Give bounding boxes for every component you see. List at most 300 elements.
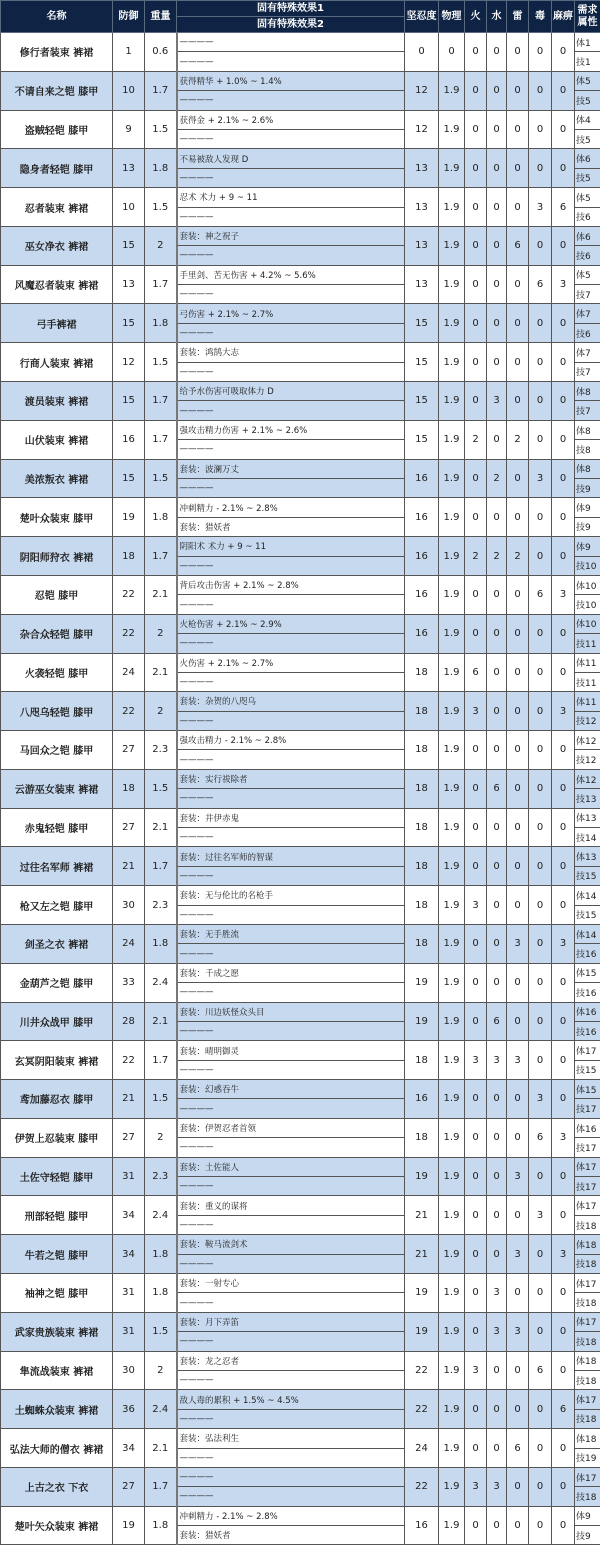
paralysis-value: 0 [552,614,575,653]
requirement-body: 体8 [575,420,600,439]
fire-value: 0 [465,1506,487,1545]
requirement-body: 体10 [575,575,600,594]
poise-value: 12 [405,110,439,149]
weight-value: 1.7 [145,265,177,304]
water-value: 6 [487,769,507,808]
armor-name: 渡员装束 裤裙 [1,382,113,421]
effect1-value: 火枪伤害 + 2.1% ~ 2.9% [177,614,405,633]
defense-value: 22 [113,1041,145,1080]
poison-value: 0 [529,808,552,847]
weight-value: 1.5 [145,188,177,227]
poison-value: 0 [529,1157,552,1196]
requirement-skill: 技16 [575,983,600,1002]
fire-value: 0 [465,614,487,653]
fire-value: 0 [465,924,487,963]
poise-value: 0 [405,33,439,72]
effect2-value: ———— [177,52,405,71]
fire-value: 0 [465,575,487,614]
effect2-value: ———— [177,1409,405,1428]
defense-value: 15 [113,382,145,421]
armor-name: 马回众之铠 膝甲 [1,731,113,770]
armor-name: 剑圣之衣 裤裙 [1,924,113,963]
armor-name: 鸢加藤忍衣 膝甲 [1,1080,113,1119]
table-row [1,1235,600,1254]
requirement-body: 体18 [575,1235,600,1254]
fire-value: 0 [465,459,487,498]
effect1-value: 获得金 + 2.1% ~ 2.6% [177,110,405,129]
thunder-value: 3 [507,1041,529,1080]
paralysis-value: 0 [552,149,575,188]
header-poise: 坚忍度 [405,1,439,33]
thunder-value: 0 [507,769,529,808]
header-physical: 物理 [439,1,465,33]
requirement-skill: 技11 [575,672,600,691]
table-row [1,226,600,245]
poison-value: 0 [529,33,552,72]
poise-value: 15 [405,343,439,382]
defense-value: 36 [113,1390,145,1429]
table-row [1,304,600,323]
fire-value: 0 [465,343,487,382]
physical-value: 1.9 [439,575,465,614]
fire-value: 0 [465,808,487,847]
poison-value: 0 [529,1390,552,1429]
poise-value: 22 [405,1390,439,1429]
requirement-skill: 技13 [575,789,600,808]
defense-value: 22 [113,614,145,653]
effect1-value: 套装：弘法利生 [177,1429,405,1448]
defense-value: 15 [113,459,145,498]
requirement-body: 体5 [575,188,600,207]
effect2-value: ———— [177,1177,405,1196]
effect1-value: 套装：实行祓除者 [177,769,405,788]
table-row [1,537,600,556]
armor-name: 山伏装束 裤裙 [1,420,113,459]
effect2-value: ———— [177,1060,405,1079]
poise-value: 21 [405,1235,439,1274]
defense-value: 22 [113,692,145,731]
fire-value: 0 [465,188,487,227]
table-body [1,33,600,1545]
table-row [1,110,600,129]
requirement-skill: 技7 [575,362,600,381]
weight-value: 1.5 [145,343,177,382]
physical-value: 1.9 [439,1506,465,1545]
table-row [1,924,600,943]
table-row [1,420,600,439]
weight-value: 2.1 [145,808,177,847]
effect2-value: ———— [177,1487,405,1506]
effect2-value: 套装：猎妖者 [177,1526,405,1545]
thunder-value: 0 [507,149,529,188]
poise-value: 15 [405,304,439,343]
paralysis-value: 0 [552,537,575,576]
requirement-body: 体7 [575,343,600,362]
paralysis-value: 0 [552,1312,575,1351]
poison-value: 0 [529,653,552,692]
effect1-value: 强攻击精力 - 2.1% ~ 2.8% [177,731,405,750]
effect1-value: 强攻击精力伤害 + 2.1% ~ 2.6% [177,420,405,439]
table-row [1,1467,600,1486]
armor-name: 伊贺上忍装束 膝甲 [1,1118,113,1157]
effect2-value: ———— [177,983,405,1002]
table-row [1,1157,600,1176]
defense-value: 16 [113,420,145,459]
defense-value: 27 [113,1118,145,1157]
poison-value: 0 [529,71,552,110]
table-row [1,265,600,284]
water-value: 0 [487,420,507,459]
requirement-skill: 技18 [575,1332,600,1351]
requirement-body: 体9 [575,537,600,556]
physical-value: 1.9 [439,1390,465,1429]
requirement-skill: 技7 [575,401,600,420]
effect2-value: ———— [177,556,405,575]
fire-value: 0 [465,304,487,343]
defense-value: 12 [113,343,145,382]
effect2-value: ———— [177,711,405,730]
fire-value: 0 [465,1118,487,1157]
requirement-body: 体5 [575,265,600,284]
poise-value: 18 [405,924,439,963]
header-fire: 火 [465,1,487,33]
paralysis-value: 0 [552,731,575,770]
poise-value: 16 [405,498,439,537]
armor-name: 袖神之铠 膝甲 [1,1274,113,1313]
effect2-value: ———— [177,401,405,420]
water-value: 0 [487,731,507,770]
requirement-body: 体15 [575,1080,600,1099]
poise-value: 16 [405,1080,439,1119]
fire-value: 0 [465,265,487,304]
thunder-value: 3 [507,924,529,963]
defense-value: 27 [113,1467,145,1506]
thunder-value: 0 [507,1002,529,1041]
poise-value: 15 [405,420,439,459]
poison-value: 0 [529,382,552,421]
water-value: 0 [487,1429,507,1468]
effect2-value: ———— [177,440,405,459]
poison-value: 0 [529,1312,552,1351]
poise-value: 13 [405,226,439,265]
armor-name: 川井众战甲 膝甲 [1,1002,113,1041]
water-value: 3 [487,1274,507,1313]
fire-value: 0 [465,1196,487,1235]
effect2-value: ———— [177,1138,405,1157]
fire-value: 0 [465,71,487,110]
thunder-value: 3 [507,1235,529,1274]
fire-value: 0 [465,1080,487,1119]
poison-value: 3 [529,1080,552,1119]
fire-value: 0 [465,1312,487,1351]
armor-name: 金葫芦之铠 膝甲 [1,963,113,1002]
defense-value: 30 [113,886,145,925]
physical-value: 1.9 [439,614,465,653]
fire-value: 3 [465,1351,487,1390]
weight-value: 2.3 [145,731,177,770]
effect2-value: ———— [177,1370,405,1389]
requirement-skill: 技18 [575,1293,600,1312]
requirement-body: 体13 [575,808,600,827]
requirement-skill: 技7 [575,285,600,304]
armor-name: 美浓叛衣 裤裙 [1,459,113,498]
paralysis-value: 3 [552,1118,575,1157]
requirement-skill: 技14 [575,828,600,847]
physical-value: 1.9 [439,1041,465,1080]
defense-value: 24 [113,653,145,692]
requirement-skill: 技11 [575,634,600,653]
defense-value: 34 [113,1235,145,1274]
effect2-value: ———— [177,1448,405,1467]
thunder-value: 0 [507,614,529,653]
effect1-value: 套装：过往名军师的智谋 [177,847,405,866]
defense-value: 31 [113,1312,145,1351]
water-value: 0 [487,808,507,847]
weight-value: 1.8 [145,1506,177,1545]
poison-value: 0 [529,1467,552,1506]
poise-value: 16 [405,459,439,498]
physical-value: 1.9 [439,110,465,149]
poise-value: 18 [405,1041,439,1080]
defense-value: 18 [113,769,145,808]
table-row [1,188,600,207]
water-value: 2 [487,459,507,498]
thunder-value: 0 [507,1351,529,1390]
armor-name: 上古之衣 下衣 [1,1467,113,1506]
thunder-value: 0 [507,265,529,304]
water-value: 0 [487,886,507,925]
effect1-value: ———— [177,1467,405,1486]
header-weight: 重量 [145,1,177,33]
poison-value: 0 [529,1235,552,1274]
thunder-value: 0 [507,1467,529,1506]
physical-value: 1.9 [439,1235,465,1274]
poison-value: 3 [529,188,552,227]
requirement-body: 体17 [575,1312,600,1331]
physical-value: 1.9 [439,963,465,1002]
physical-value: 0 [439,33,465,72]
effect1-value: 套装：无手胜流 [177,924,405,943]
requirement-body: 体7 [575,304,600,323]
table-row [1,1080,600,1099]
weight-value: 1.8 [145,304,177,343]
poise-value: 16 [405,1506,439,1545]
table-row [1,1429,600,1448]
defense-value: 18 [113,537,145,576]
armor-name: 隼流战装束 裤裙 [1,1351,113,1390]
thunder-value: 0 [507,731,529,770]
defense-value: 1 [113,33,145,72]
fire-value: 2 [465,420,487,459]
fire-value: 0 [465,382,487,421]
effect2-value: ———— [177,789,405,808]
physical-value: 1.9 [439,265,465,304]
thunder-value: 0 [507,459,529,498]
fire-value: 3 [465,1041,487,1080]
thunder-value: 0 [507,808,529,847]
poison-value: 6 [529,265,552,304]
weight-value: 1.7 [145,847,177,886]
effect2-value: ———— [177,91,405,110]
requirement-skill: 技17 [575,1177,600,1196]
requirement-body: 体11 [575,692,600,711]
paralysis-value: 0 [552,1041,575,1080]
poison-value: 0 [529,1002,552,1041]
poise-value: 16 [405,537,439,576]
effect1-value: 套装：幻惑吞牛 [177,1080,405,1099]
water-value: 0 [487,188,507,227]
paralysis-value: 3 [552,692,575,731]
physical-value: 1.9 [439,1312,465,1351]
thunder-value: 2 [507,420,529,459]
physical-value: 1.9 [439,304,465,343]
table-row [1,847,600,866]
physical-value: 1.9 [439,924,465,963]
table-row [1,731,600,750]
requirement-skill: 技15 [575,866,600,885]
paralysis-value: 0 [552,382,575,421]
requirement-skill: 技18 [575,1409,600,1428]
water-value: 3 [487,1041,507,1080]
water-value: 0 [487,1235,507,1274]
poise-value: 22 [405,1467,439,1506]
effect2-value: 套装：猎妖者 [177,517,405,536]
weight-value: 1.7 [145,1041,177,1080]
armor-name: 云游巫女装束 裤裙 [1,769,113,808]
requirement-body: 体17 [575,1467,600,1486]
defense-value: 30 [113,1351,145,1390]
defense-value: 24 [113,924,145,963]
paralysis-value: 0 [552,498,575,537]
requirement-body: 体17 [575,1196,600,1215]
poise-value: 16 [405,575,439,614]
effect2-value: ———— [177,129,405,148]
requirement-skill: 技19 [575,1448,600,1467]
effect1-value: 套装：伊贺忍者首领 [177,1118,405,1137]
effect1-value: 套装：千成之愿 [177,963,405,982]
armor-name: 赤鬼轻铠 膝甲 [1,808,113,847]
poise-value: 18 [405,653,439,692]
table-row [1,149,600,168]
poison-value: 0 [529,1041,552,1080]
physical-value: 1.9 [439,149,465,188]
table-row [1,692,600,711]
weight-value: 1.5 [145,769,177,808]
effect1-value: 套装：无与伦比的名枪手 [177,886,405,905]
poison-value: 0 [529,110,552,149]
weight-value: 2 [145,226,177,265]
poise-value: 18 [405,847,439,886]
requirement-skill: 技18 [575,1370,600,1389]
thunder-value: 0 [507,692,529,731]
table-row [1,653,600,672]
defense-value: 13 [113,149,145,188]
poison-value: 0 [529,963,552,1002]
requirement-skill: 技15 [575,905,600,924]
weight-value: 2.1 [145,575,177,614]
defense-value: 31 [113,1157,145,1196]
effect1-value: 套装：波澜万丈 [177,459,405,478]
water-value: 0 [487,498,507,537]
table-row [1,33,600,52]
poison-value: 3 [529,459,552,498]
poison-value: 0 [529,149,552,188]
thunder-value: 0 [507,653,529,692]
table-row [1,71,600,90]
requirement-body: 体18 [575,1351,600,1370]
paralysis-value: 3 [552,265,575,304]
armor-name: 武家贵族装束 裤裙 [1,1312,113,1351]
poise-value: 18 [405,1118,439,1157]
water-value: 0 [487,847,507,886]
defense-value: 13 [113,265,145,304]
header-name: 名称 [1,1,113,33]
effect2-value: ———— [177,362,405,381]
requirement-skill: 技8 [575,440,600,459]
effect1-value: 忍术 术力 + 9 ~ 11 [177,188,405,207]
weight-value: 2 [145,1118,177,1157]
poise-value: 24 [405,1429,439,1468]
weight-value: 2.3 [145,886,177,925]
effect2-value: ———— [177,323,405,342]
effect1-value: 给予水伤害可吸取体力 D [177,382,405,401]
effect1-value: 弓伤害 + 2.1% ~ 2.7% [177,304,405,323]
requirement-skill: 技5 [575,91,600,110]
water-value: 0 [487,1157,507,1196]
physical-value: 1.9 [439,382,465,421]
effect2-value: ———— [177,1099,405,1118]
table-row [1,1506,600,1525]
fire-value: 0 [465,1157,487,1196]
table-row [1,1118,600,1137]
water-value: 0 [487,1390,507,1429]
weight-value: 1.5 [145,1080,177,1119]
requirement-body: 体6 [575,149,600,168]
table-row [1,1312,600,1331]
effect1-value: 套装：龙之忍者 [177,1351,405,1370]
water-value: 0 [487,963,507,1002]
effect1-value: 手里剑、苦无伤害 + 4.2% ~ 5.6% [177,265,405,284]
effect1-value: 套装：神之祝子 [177,226,405,245]
defense-value: 27 [113,808,145,847]
defense-value: 21 [113,1080,145,1119]
water-value: 0 [487,71,507,110]
thunder-value: 0 [507,110,529,149]
requirement-body: 体12 [575,731,600,750]
weight-value: 1.5 [145,110,177,149]
thunder-value: 3 [507,1312,529,1351]
effect1-value: 阴阳术 术力 + 9 ~ 11 [177,537,405,556]
poise-value: 19 [405,1157,439,1196]
paralysis-value: 0 [552,653,575,692]
poise-value: 13 [405,149,439,188]
weight-value: 1.7 [145,420,177,459]
requirement-body: 体18 [575,1429,600,1448]
poise-value: 19 [405,963,439,1002]
defense-value: 19 [113,1506,145,1545]
water-value: 0 [487,1196,507,1235]
fire-value: 3 [465,1467,487,1506]
water-value: 0 [487,149,507,188]
water-value: 0 [487,1351,507,1390]
effect2-value: ———— [177,595,405,614]
poison-value: 0 [529,1429,552,1468]
physical-value: 1.9 [439,692,465,731]
thunder-value: 6 [507,226,529,265]
armor-name: 火袭轻铠 膝甲 [1,653,113,692]
requirement-body: 体17 [575,1390,600,1409]
weight-value: 2.1 [145,1429,177,1468]
